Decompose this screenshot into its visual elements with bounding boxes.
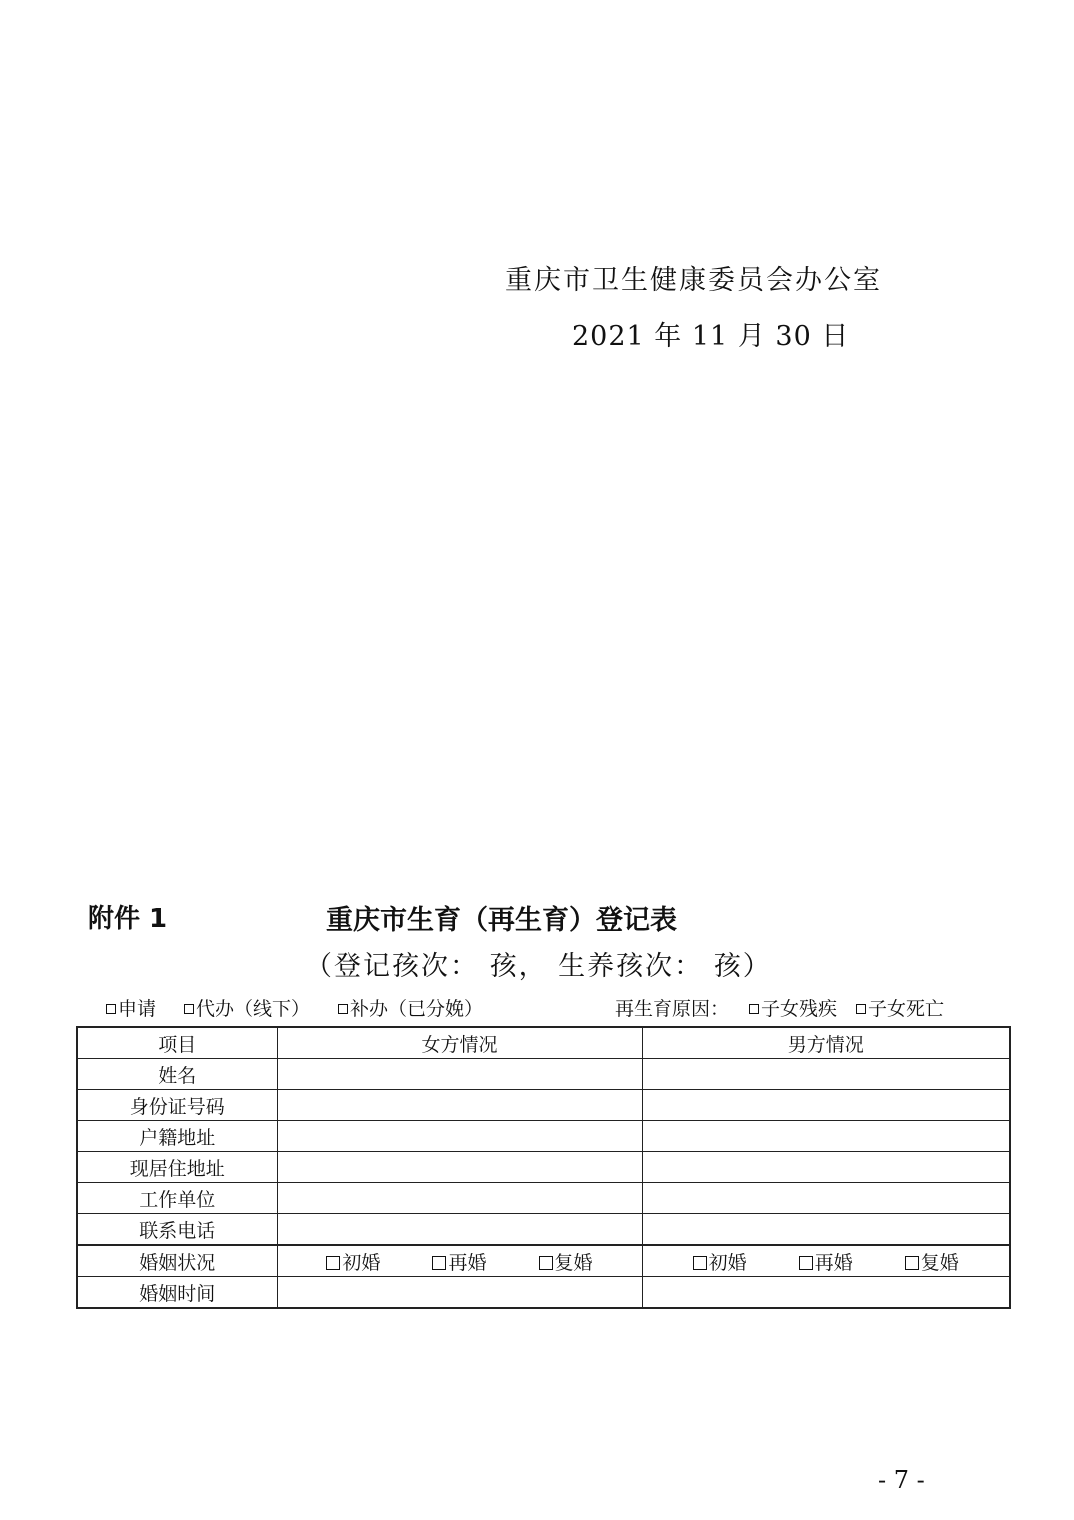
option-reason-death[interactable] bbox=[856, 994, 944, 1021]
option-apply[interactable] bbox=[106, 994, 156, 1021]
female-id-field[interactable] bbox=[277, 1090, 642, 1121]
checkbox-icon[interactable] bbox=[539, 1256, 553, 1270]
male-current-address-field[interactable] bbox=[642, 1152, 1010, 1183]
row-label-marriage-time: 婚姻时间 bbox=[77, 1277, 277, 1309]
male-id-field[interactable] bbox=[642, 1090, 1010, 1121]
row-label-current-address: 现居住地址 bbox=[77, 1152, 277, 1183]
option-supplement[interactable] bbox=[338, 994, 483, 1021]
row-label-id-number: 身份证号码 bbox=[77, 1090, 277, 1121]
form-title: 重庆市生育（再生育）登记表 bbox=[326, 905, 677, 936]
checkbox-icon[interactable] bbox=[106, 1004, 116, 1014]
checkbox-icon[interactable] bbox=[799, 1256, 813, 1270]
female-remarriage-option[interactable]: 再婚 bbox=[432, 1252, 486, 1274]
female-marital-status bbox=[277, 1245, 642, 1277]
table-row bbox=[77, 1245, 1010, 1277]
table-row bbox=[77, 1214, 1010, 1246]
female-phone-field[interactable] bbox=[277, 1214, 642, 1246]
page-number: - 7 - bbox=[878, 1466, 925, 1494]
male-phone-field[interactable] bbox=[642, 1214, 1010, 1246]
female-employer-field[interactable] bbox=[277, 1183, 642, 1214]
male-household-address-field[interactable] bbox=[642, 1121, 1010, 1152]
male-remarriage-option[interactable]: 再婚 bbox=[799, 1252, 853, 1274]
table-header-row bbox=[77, 1027, 1010, 1059]
checkbox-icon[interactable] bbox=[338, 1004, 348, 1014]
table-row bbox=[77, 1152, 1010, 1183]
male-reunion-option[interactable]: 复婚 bbox=[905, 1252, 959, 1274]
male-first-marriage-option[interactable]: 初婚 bbox=[693, 1252, 747, 1274]
header-item: 项目 bbox=[77, 1027, 277, 1059]
option-apply-label: 申请 bbox=[118, 998, 157, 1020]
row-label-employer: 工作单位 bbox=[77, 1183, 277, 1214]
option-supplement-label: 补办（已分娩） bbox=[350, 998, 484, 1020]
registration-table bbox=[76, 1026, 1011, 1309]
checkbox-icon[interactable] bbox=[905, 1256, 919, 1270]
option-reason-disabled[interactable] bbox=[749, 994, 837, 1021]
table-row bbox=[77, 1090, 1010, 1121]
table-row bbox=[77, 1183, 1010, 1214]
header-male: 男方情况 bbox=[642, 1027, 1010, 1059]
row-label-marital-status: 婚姻状况 bbox=[77, 1245, 277, 1277]
option-proxy[interactable] bbox=[184, 994, 310, 1021]
reason-disabled-label: 子女残疾 bbox=[761, 998, 838, 1020]
checkbox-icon[interactable] bbox=[184, 1004, 194, 1014]
issue-date: 2021 年 11 月 30 日 bbox=[572, 321, 850, 352]
issuing-organization: 重庆市卫生健康委员会办公室 bbox=[505, 265, 882, 296]
female-household-address-field[interactable] bbox=[277, 1121, 642, 1152]
reason-death-label: 子女死亡 bbox=[868, 998, 945, 1020]
checkbox-icon[interactable] bbox=[856, 1004, 866, 1014]
table-row bbox=[77, 1059, 1010, 1090]
female-first-marriage-option[interactable]: 初婚 bbox=[326, 1252, 380, 1274]
checkbox-icon[interactable] bbox=[749, 1004, 759, 1014]
male-marriage-time-field[interactable] bbox=[642, 1277, 1010, 1309]
male-employer-field[interactable] bbox=[642, 1183, 1010, 1214]
table-row bbox=[77, 1277, 1010, 1309]
row-label-household-address: 户籍地址 bbox=[77, 1121, 277, 1152]
checkbox-icon[interactable] bbox=[693, 1256, 707, 1270]
form-subtitle: （登记孩次： 孩， 生养孩次： 孩） bbox=[305, 951, 772, 982]
male-marital-status bbox=[642, 1245, 1010, 1277]
male-name-field[interactable] bbox=[642, 1059, 1010, 1090]
checkbox-icon[interactable] bbox=[432, 1256, 446, 1270]
female-marriage-time-field[interactable] bbox=[277, 1277, 642, 1309]
female-reunion-option[interactable]: 复婚 bbox=[539, 1252, 593, 1274]
row-label-phone: 联系电话 bbox=[77, 1214, 277, 1246]
header-female: 女方情况 bbox=[277, 1027, 642, 1059]
row-label-name: 姓名 bbox=[77, 1059, 277, 1090]
attachment-label: 附件 1 bbox=[88, 904, 168, 934]
female-name-field[interactable] bbox=[277, 1059, 642, 1090]
female-current-address-field[interactable] bbox=[277, 1152, 642, 1183]
option-proxy-label: 代办（线下） bbox=[196, 998, 311, 1020]
reason-label: 再生育原因： bbox=[615, 998, 730, 1020]
checkbox-icon[interactable] bbox=[326, 1256, 340, 1270]
table-row bbox=[77, 1121, 1010, 1152]
